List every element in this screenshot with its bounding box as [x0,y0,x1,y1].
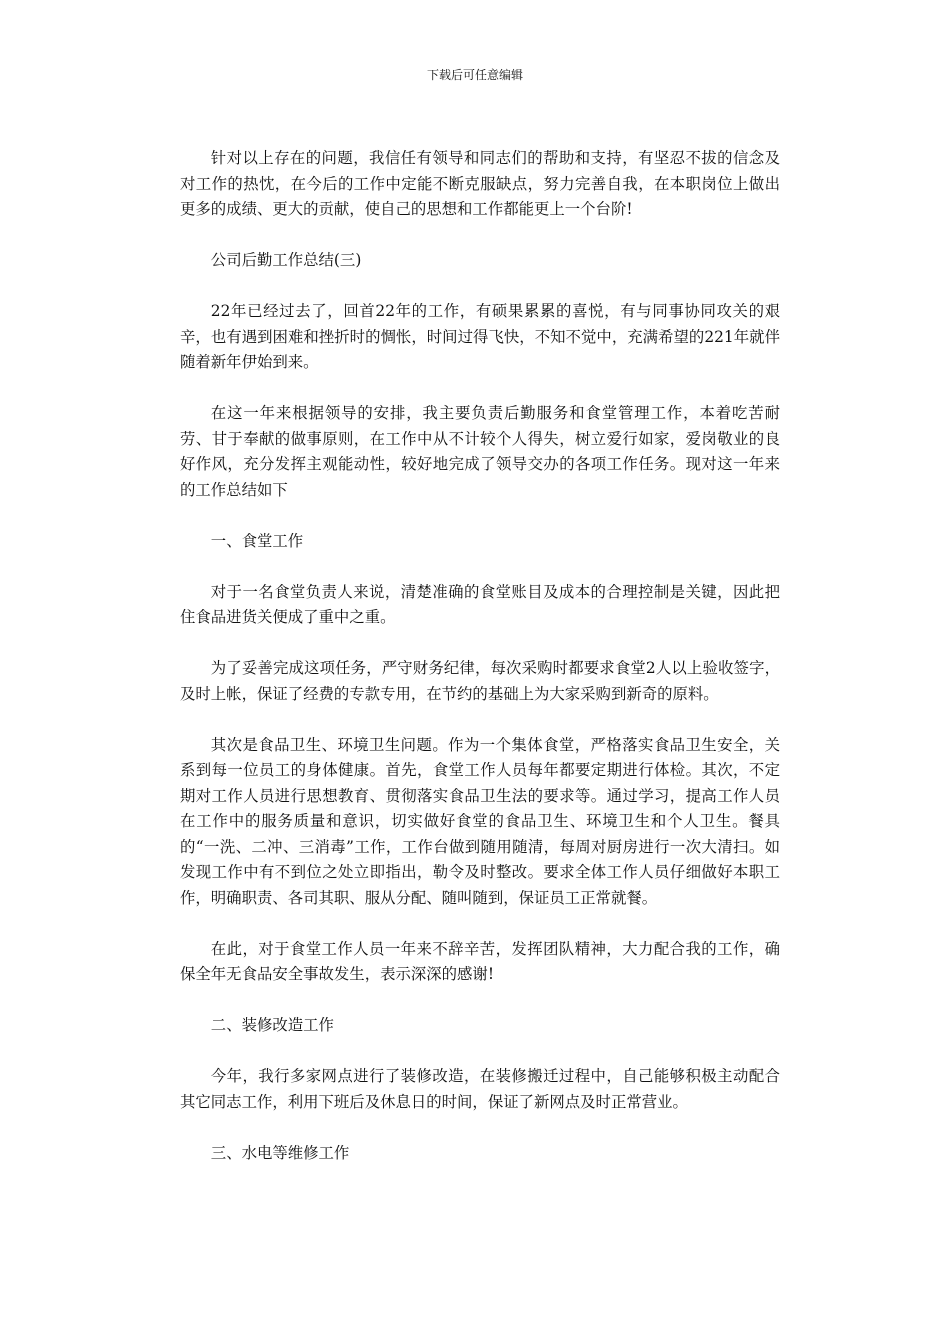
section-title: 公司后勤工作总结(三) [210,251,362,269]
paragraph: 对于一名食堂负责人来说，清楚准确的食堂账目及成本的合理控制是关键，因此把住食品进货关便成了重中之重。 [180,582,780,626]
section-heading: 三、水电等维修工作 [210,1143,350,1162]
section-heading: 一、食堂工作 [210,531,304,550]
paragraph: 针对以上存在的问题，我信任有领导和同志们的帮助和支持，有坚忍不拔的信念及对工作的热忱，在今后的工作中定能不断克服缺点，努力完善自我，在本职岗位上做出更多的成绩、更大的贡献，使自己的思想和工作都能更上一个台阶! [180,149,780,218]
paragraph: 在此，对于食堂工作人员一年来不辞辛苦，发挥团队精神，大力配合我的工作，确保全年无食品安全事故发生，表示深深的感谢! [180,939,780,983]
paragraph: 为了妥善完成这项任务，严守财务纪律，每次采购时都要求食堂2人以上验收签字，及时上帐，保证了经费的专款专用，在节约的基础上为大家采购到新奇的原料。 [180,659,780,703]
paragraph: 在这一年来根据领导的安排，我主要负责后勤服务和食堂管理工作，本着吃苦耐劳、甘于奉献的做事原则，在工作中从不计较个人得失，树立爱行如家，爱岗敬业的良好作风，充分发挥主观能动性，较好地完成了领导交办的各项工作任务。现对这一年来的工作总结如下 [180,404,780,499]
section-heading: 二、装修改造工作 [210,1016,334,1034]
paragraph: 其次是食品卫生、环境卫生问题。作为一个集体食堂，严格落实食品卫生安全，关系到每一位员工的身体健康。首先，食堂工作人员每年都要定期进行体检。其次，不定期对工作人员进行思想教育、贯彻落实食品卫生法的要求等。通过学习，提高工作人员在工作中的服务质量和意识，切实做好食堂的食品卫生、环境卫生和个人卫生。餐具的“一洗、二冲、三消毒”工作，工作台做到随用随清，每周对厨房进行一次大清扫。如发现工作中有不到位之处立即指出，勒令及时整改。要求全体工作人员仔细做好本职工作，明确职责、各司其职、服从分配、随叫随到，保证员工正常就餐。 [180,735,780,907]
page-header: 下载后可任意编辑 [426,68,523,82]
paragraph: 今年，我行多家网点进行了装修改造，在装修搬迁过程中，自己能够积极主动配合其它同志工作，利用下班后及休息日的时间，保证了新网点及时正常营业。 [180,1067,780,1111]
paragraph: 22年已经过去了，回首22年的工作，有硕果累累的喜悦，有与同事协同攻关的艰辛，也有遇到困难和挫折时的惆怅，时间过得飞快，不知不觉中，充满希望的221年就伴随着新年伊始到来。 [180,302,780,371]
document-body [180,146,780,1192]
